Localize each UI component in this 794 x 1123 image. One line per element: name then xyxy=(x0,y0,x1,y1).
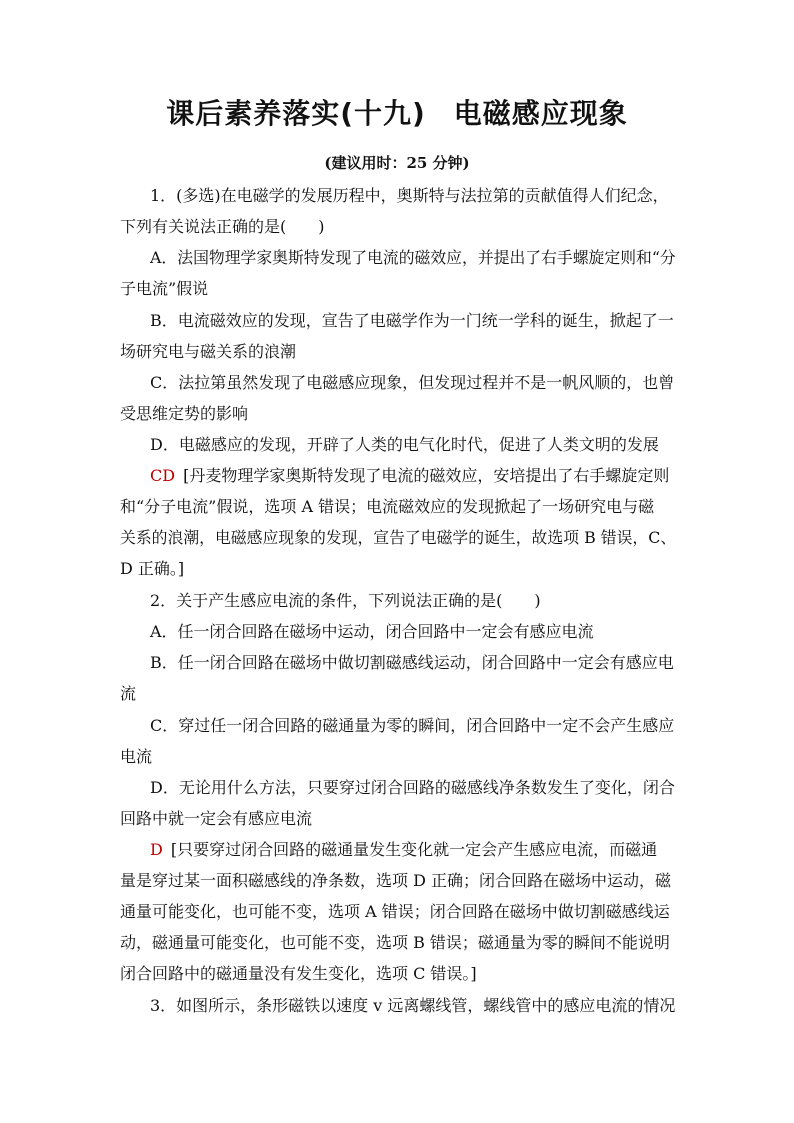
q2-option-d-line-1: D．无论用什么方法，只要穿过闭合回路的磁感线净条数发生了变化，闭合 xyxy=(150,778,675,797)
q1-explanation-line-2: 和“分子电流”假说，选项 A 错误；电流磁效应的发现掀起了一场研究电与磁 xyxy=(120,497,655,516)
q1-stem-line-1: 1．(多选)在电磁学的发展历程中，奥斯特与法拉第的贡献值得人们纪念， xyxy=(150,186,669,205)
q2-explanation-line-4: 动，磁通量可能变化，也可能不变，选项 B 错误；磁通量为零的瞬间不能说明 xyxy=(120,933,670,952)
q1-option-d-line-1: D．电磁感应的发现，开辟了人类的电气化时代，促进了人类文明的发展 xyxy=(150,435,659,454)
q2-explanation-line-5: 闭合回路中的磁通量没有发生变化，选项 C 错误。] xyxy=(120,964,477,983)
q1-option-c-line-2: 受思维定势的影响 xyxy=(120,404,249,423)
title-lesson: 课后素养落实(十九) xyxy=(166,97,426,130)
q1-option-a-line-2: 子电流”假说 xyxy=(120,279,209,298)
q2-option-a-line-1: A．任一闭合回路在磁场中运动，闭合回路中一定会有感应电流 xyxy=(150,622,594,641)
q2-explanation-line-2: 量是穿过某一面积磁感线的净条数，选项 D 正确；闭合回路在磁场中运动，磁 xyxy=(120,871,672,890)
title-topic: 电磁感应现象 xyxy=(453,97,628,130)
q1-explanation-line-3: 关系的浪潮，电磁感应现象的发现，宣告了电磁学的诞生，故选项 B 错误，C、 xyxy=(120,528,677,547)
q2-option-c-line-1: C．穿过任一闭合回路的磁通量为零的瞬间，闭合回路中一定不会产生感应 xyxy=(150,716,675,735)
q1-option-c-line-1: C．法拉第虽然发现了电磁感应现象，但发现过程并不是一帆风顺的，也曾 xyxy=(150,373,675,392)
q1-answer-line xyxy=(150,466,669,486)
q1-option-b-line-2: 场研究电与磁关系的浪潮 xyxy=(120,342,297,361)
q1-option-a-line-1: A．法国物理学家奥斯特发现了电流的磁效应，并提出了右手螺旋定则和“分 xyxy=(150,248,676,267)
suggested-time: (建议用时：25 分钟) xyxy=(324,154,470,172)
q2-explanation-line-1: [只要穿过闭合回路的磁通量发生变化就一定会产生感应电流，而磁通 xyxy=(170,840,658,859)
q2-explanation-line-3: 通量可能变化，也可能不变，选项 A 错误；闭合回路在磁场中做切割磁感线运 xyxy=(120,902,670,921)
page-title xyxy=(0,92,794,132)
q2-option-b-line-1: B．任一闭合回路在磁场中做切割磁感线运动，闭合回路中一定会有感应电 xyxy=(150,653,674,672)
q2-option-b-line-2: 流 xyxy=(120,684,137,703)
q1-option-b-line-1: B．电流磁效应的发现，宣告了电磁学作为一门统一学科的诞生，掀起了一 xyxy=(150,311,674,330)
q1-stem-line-2: 下列有关说法正确的是( ) xyxy=(120,217,325,236)
q2-option-c-line-2: 电流 xyxy=(120,747,153,766)
q1-answer: CD xyxy=(150,466,176,485)
q2-stem-line-1: 2．关于产生感应电流的条件，下列说法正确的是( ) xyxy=(150,591,541,610)
q2-option-d-line-2: 回路中就一定会有感应电流 xyxy=(120,809,313,828)
q2-answer-line xyxy=(150,840,657,860)
q2-answer: D xyxy=(150,840,163,859)
q3-stem-line-1: 3．如图所示，条形磁铁以速度 v 远离螺线管，螺线管中的感应电流的情况 xyxy=(150,996,676,1015)
q1-explanation-line-4: D 正确。] xyxy=(120,559,185,578)
q1-explanation-line-1: [丹麦物理学家奥斯特发现了电流的磁效应，安培提出了右手螺旋定则 xyxy=(183,466,670,485)
